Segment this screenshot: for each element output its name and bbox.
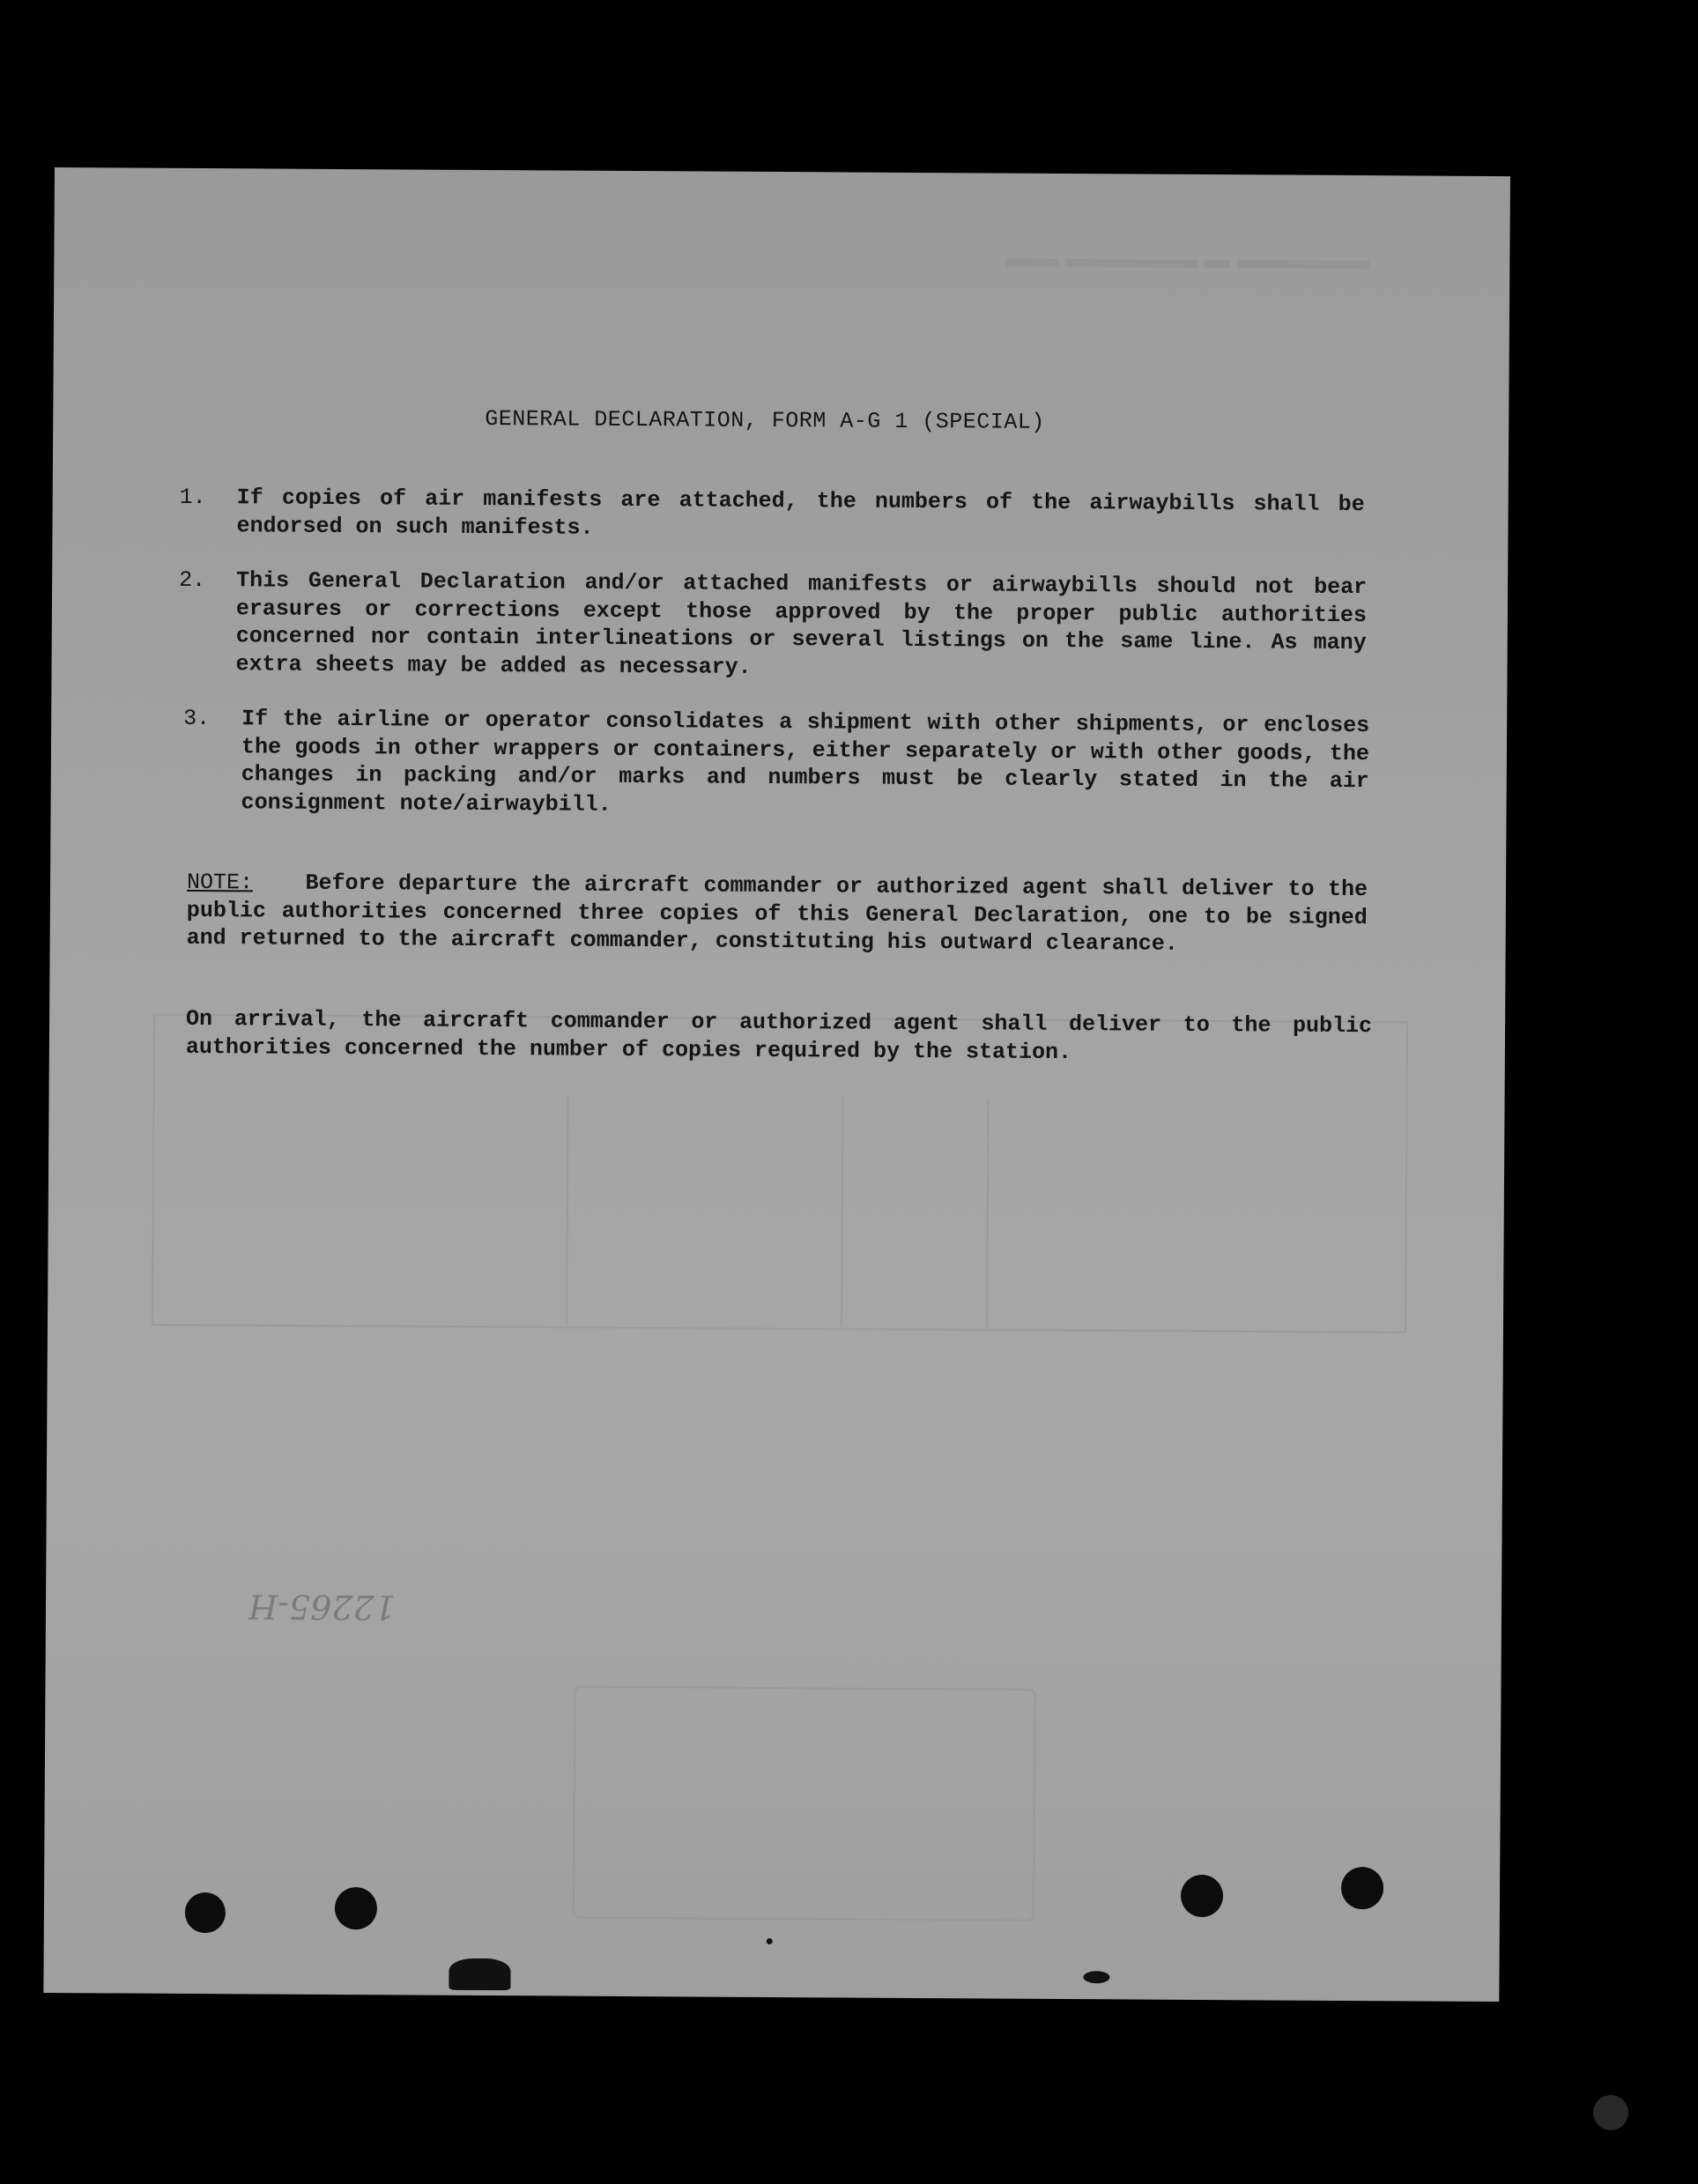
item-text: This General Declaration and/or attached manifests or airwaybills should not bear erasures or corrections except those approved by the proper public authorities concerned nor contain interlineations or several listings on the same line. As many extra sheets may be added as necessary. xyxy=(235,567,1368,680)
item-number: 1. xyxy=(179,484,206,511)
ink-blot xyxy=(449,1958,510,1990)
punch-hole xyxy=(335,1887,377,1929)
note-paragraph xyxy=(187,869,1368,959)
arrival-paragraph: On arrival, the aircraft commander or authorized agent shall deliver to the public authorities concerned the number of copies required by the station. xyxy=(185,1005,1373,1065)
item-text: If copies of air manifests are attached, the numbers of the airwaybills shall be endorsed on such manifests. xyxy=(236,485,1365,541)
item-number: 3. xyxy=(183,705,211,732)
item-number: 2. xyxy=(179,566,206,594)
punch-hole xyxy=(185,1892,226,1933)
bleedthrough-heading: ▬▬ ▬▬▬▬▬ ▬ ▬▬▬▬▬ xyxy=(1005,243,1369,276)
document-page xyxy=(43,167,1510,2002)
list-item xyxy=(179,484,1501,553)
ink-blot xyxy=(767,1938,773,1944)
handwritten-mark: 12265-H xyxy=(248,1587,397,1627)
bleedthrough-stamp xyxy=(573,1686,1036,1921)
note-label: NOTE: xyxy=(186,869,254,896)
scan-dust xyxy=(1593,2095,1628,2130)
ink-blot xyxy=(1083,1971,1109,1983)
page-title: GENERAL DECLARATION, FORM A-G 1 (SPECIAL) xyxy=(485,405,1045,435)
note-text: Before departure the aircraft commander or authorized agent shall deliver to the public authorities concerned three copies of this General Declaration, one to be signed and returned to the aircraft commander, constituting his outward clearance. xyxy=(186,870,1368,957)
list-item xyxy=(182,705,1505,827)
item-text: If the airline or operator consolidates a shipment with other shipments, or encloses the goods in other wrappers or containers, either separately or with other goods, the changes in packing and/or marks and numbers must be clearly stated in the air consignment note/airwaybill. xyxy=(241,706,1370,818)
list-item xyxy=(178,566,1501,689)
punch-hole xyxy=(1341,1867,1383,1909)
punch-hole xyxy=(1181,1875,1223,1917)
